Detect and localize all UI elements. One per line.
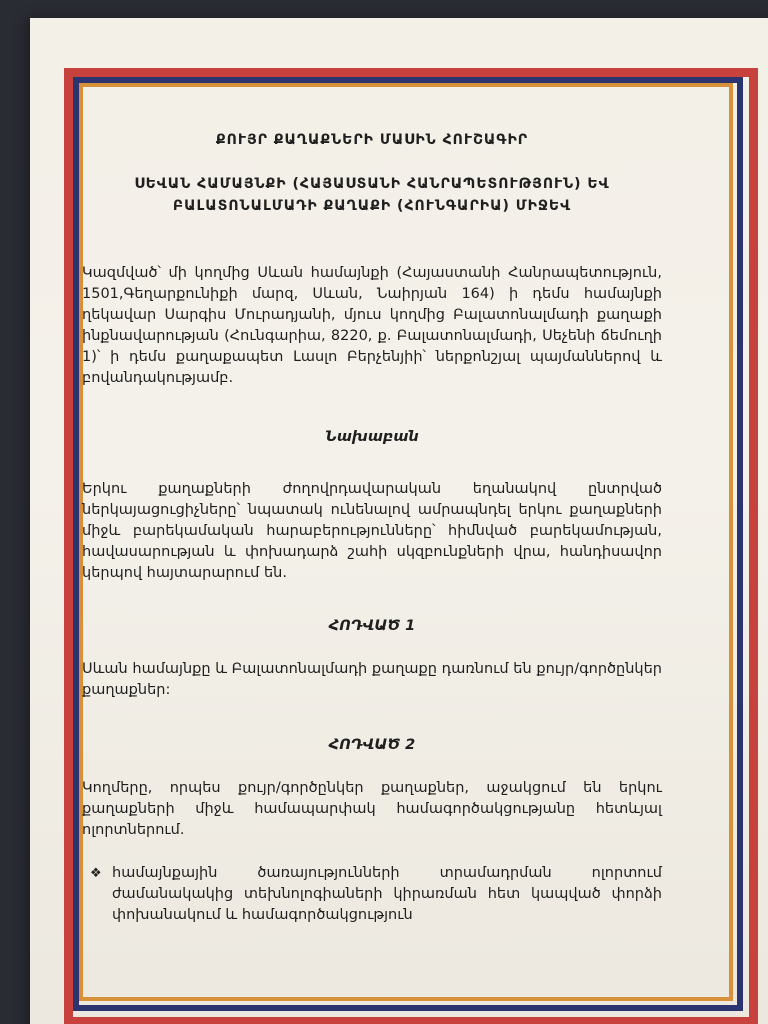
article-1-heading: ՀՈԴՎԱԾ 1 bbox=[328, 618, 416, 634]
preamble-heading: Նախաբան bbox=[325, 429, 419, 445]
article-2-heading: ՀՈԴՎԱԾ 2 bbox=[328, 737, 416, 753]
diamond-bullet-icon: ❖ bbox=[90, 866, 102, 881]
bullet-text: համայնքային ծառայությունների տրամադրման ոլորտում ժամանակակից տեխնոլոգիաների կիրառման հետ կապված փորձի փոխանակում և համագործակցություն bbox=[112, 865, 662, 923]
document-title: ՔՈՒՅՐ ՔԱՂԱՔՆԵՐԻ ՄԱՍԻՆ ՀՈՒՇԱԳԻՐ bbox=[215, 132, 529, 148]
preamble-paragraph: Երկու քաղաքների ժողովրդավարական եղանակով ընտրված ներկայացուցիչները՝ նպատակ ունենալով ամրապնդել երկու քաղաքների միջև բարեկամական հարաբերությունները՝ հիմնված բարեկամության, հավասարության և փոխադարձ շահի սկզբունքների վրա, հանդիսավոր կերպով հայտարարում են. bbox=[82, 481, 662, 581]
document-subtitle: ՍԵՎԱՆ ՀԱՄԱՅՆՔԻ (ՀԱՅԱՍՏԱՆԻ ՀԱՆՐԱՊԵՏՈՒԹՅՈՒՆ) ԵՎ ԲԱԼԱՏՈՆԱԼՄԱԴԻ ՔԱՂԱՔԻ (ՀՈՒՆԳԱՐԻԱ) ՄԻՋԵՎ bbox=[134, 176, 610, 214]
article-2-paragraph: Կողմերը, որպես քույր/գործընկեր քաղաքներ, աջակցում են երկու քաղաքների միջև համապարփակ համագործակցությանը հետևյալ ոլորտներում. bbox=[82, 780, 662, 838]
document-body bbox=[82, 130, 662, 926]
article-1-paragraph: Սևան համայնքը և Բալատոնալմադի քաղաքը դառնում են քույր/գործընկեր քաղաքներ: bbox=[82, 661, 662, 698]
intro-paragraph: Կազմված՝ մի կողմից Սևան համայնքի (Հայաստանի Հանրապետություն, 1501,Գեղարքունիքի մարզ, Սևան, Նաիրյան 164) ի դեմս համայնքի ղեկավար Սարգիս Մուրադյանի, մյուս կողմից Բալատոնալմադի քաղաքի ինքնավարության (Հունգարիա, 8220, ք. Բալատոնալմադի, Սեչենի ճեմուղի 1)՝ ի դեմս քաղաքապետ Լասլո Բերչենյիի՝ ներքոնշյալ պայմաններով և բովանդակությամբ. bbox=[82, 265, 662, 386]
list-item bbox=[90, 863, 662, 926]
